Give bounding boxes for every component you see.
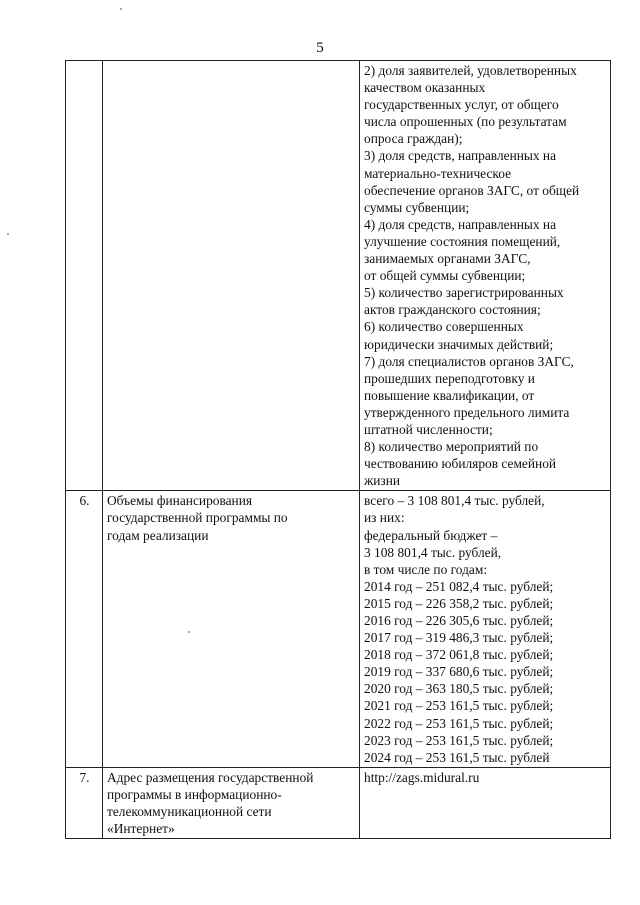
row-value-line: 2019 год – 337 680,6 тыс. рублей; — [364, 664, 554, 680]
row-value-line: федеральный бюджет – — [364, 527, 498, 543]
scan-speck — [120, 8, 122, 10]
row-value-line: от общей суммы субвенции; — [364, 268, 526, 284]
table-row — [66, 767, 611, 838]
row-name-cell — [103, 767, 360, 838]
row-number-cell — [66, 61, 103, 491]
row-value-line: качеством оказанных — [364, 80, 486, 96]
row-name-line: Адрес размещения государственной — [107, 769, 314, 785]
row-name-line: телекоммуникационной сети — [107, 804, 272, 820]
row-value-line: штатной численности; — [364, 421, 493, 437]
page-number: 5 — [316, 40, 324, 56]
row-value-line: 2015 год – 226 358,2 тыс. рублей; — [364, 595, 554, 611]
row-value-line: 2018 год – 372 061,8 тыс. рублей; — [364, 647, 554, 663]
row-value-line: юридически значимых действий; — [364, 336, 554, 352]
row-name-line: программы в информационно- — [107, 786, 282, 802]
row-value-line: 2024 год – 253 161,5 тыс. рублей — [364, 749, 550, 765]
row-name-line: годам реализации — [107, 527, 209, 543]
row-value-line: повышение квалификации, от — [364, 387, 535, 403]
row-value-line: прошедших переподготовку и — [364, 370, 535, 386]
program-passport-table — [65, 60, 611, 839]
row-value-line: обеспечение органов ЗАГС, от общей — [364, 182, 580, 198]
row-value-line: из них: — [364, 510, 405, 526]
row-value-line: опроса граждан); — [364, 131, 463, 147]
row-value-line: 2017 год – 319 486,3 тыс. рублей; — [364, 630, 554, 646]
row-value-line: жизни — [364, 473, 401, 489]
row-value-line: 2022 год – 253 161,5 тыс. рублей; — [364, 715, 554, 731]
row-value-line: 6) количество совершенных — [364, 319, 524, 335]
row-value-line: в том числе по годам: — [364, 561, 488, 577]
table-row — [66, 491, 611, 768]
row-value-line: 5) количество зарегистрированных — [364, 285, 564, 301]
row-value-line: чествованию юбиляров семейной — [364, 456, 557, 472]
row-number-cell — [66, 767, 103, 838]
row-value-line: 2021 год – 253 161,5 тыс. рублей; — [364, 698, 554, 714]
row-value-line: числа опрошенных (по результатам — [364, 114, 567, 130]
row-value-cell — [360, 491, 611, 768]
table-row — [66, 61, 611, 491]
row-number: 7. — [79, 769, 90, 785]
row-name-cell — [103, 61, 360, 491]
row-value-line: 3 108 801,4 тыс. рублей, — [364, 544, 502, 560]
row-value-cell[interactable] — [360, 767, 611, 838]
row-value-line: всего – 3 108 801,4 тыс. рублей, — [364, 493, 545, 509]
row-number-cell — [66, 491, 103, 768]
row-value-line: 2) доля заявителей, удовлетворенных — [364, 63, 577, 78]
row-value-line: 2016 год – 226 305,6 тыс. рублей; — [364, 613, 554, 628]
row-value-line: 2014 год – 251 082,4 тыс. рублей; — [364, 578, 554, 594]
row-value-line: занимаемых органами ЗАГС, — [364, 251, 531, 267]
row-value-line: актов гражданского состояния; — [364, 302, 541, 318]
row-name-line: «Интернет» — [107, 821, 175, 837]
row-value-cell — [360, 61, 611, 491]
row-value-line: 4) доля средств, направленных на — [364, 216, 557, 232]
row-name-line: Объемы финансирования — [107, 493, 253, 509]
row-value-line: 8) количество мероприятий по — [364, 439, 539, 455]
row-value-line: 2023 год – 253 161,5 тыс. рублей; — [364, 732, 554, 748]
row-name-line: государственной программы по — [107, 510, 288, 526]
row-name-cell — [103, 491, 360, 768]
scan-speck — [7, 233, 9, 235]
row-value-line: улучшение состояния помещений, — [364, 233, 561, 249]
row-value-line: 7) доля специалистов органов ЗАГС, — [364, 353, 574, 369]
row-value-line: 3) доля средств, направленных на — [364, 148, 557, 164]
row-value-line: государственных услуг, от общего — [364, 97, 559, 113]
row-value-line: 2020 год – 363 180,5 тыс. рублей; — [364, 681, 554, 697]
row-value-line: утвержденного предельного лимита — [364, 404, 570, 420]
row-number: 6. — [79, 493, 90, 509]
row-value-line: суммы субвенции; — [364, 199, 470, 215]
row-value-line: материально-техническое — [364, 165, 512, 181]
row-value-line: http://zags.midural.ru — [364, 769, 480, 785]
